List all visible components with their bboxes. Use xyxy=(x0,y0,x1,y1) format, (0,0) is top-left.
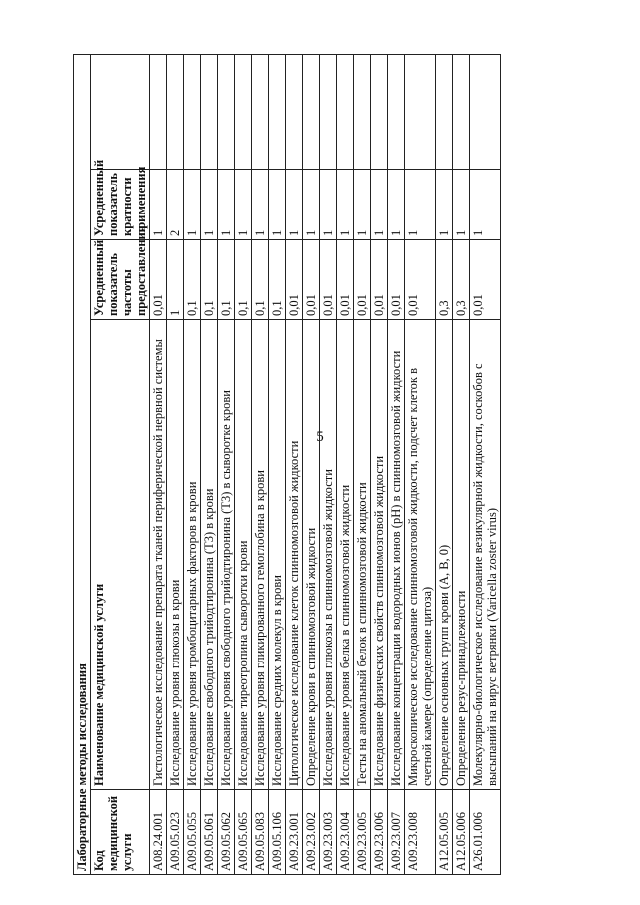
cell-frequency: 0,3 xyxy=(453,240,470,320)
cell-code: A12.05.006 xyxy=(453,790,470,875)
cell-multiplicity: 1 xyxy=(303,170,320,240)
cell-multiplicity: 1 xyxy=(354,170,371,240)
cell-multiplicity: 1 xyxy=(388,170,405,240)
cell-name: Определение крови в спинномозговой жидкости xyxy=(303,320,320,790)
cell-code: A26.01.006 xyxy=(470,790,501,875)
cell-multiplicity: 1 xyxy=(337,170,354,240)
cell-frequency: 0,01 xyxy=(405,240,436,320)
cell-frequency: 1 xyxy=(167,240,184,320)
table-row xyxy=(320,54,337,874)
table-row xyxy=(337,54,354,874)
cell-multiplicity: 1 xyxy=(184,170,201,240)
cell-frequency: 0,1 xyxy=(252,240,269,320)
cell-name: Определение резус-принадлежности xyxy=(453,320,470,790)
table-row xyxy=(286,54,303,874)
table-row xyxy=(201,54,218,874)
cell-code: A09.23.006 xyxy=(371,790,388,875)
header-name: Наименование медицинской услуги xyxy=(91,320,150,790)
cell-name: Исследование уровня свободного трийодтиронина (Т3) в сыворотке крови xyxy=(218,320,235,790)
cell-code: A09.23.008 xyxy=(405,790,436,875)
table-body xyxy=(150,54,501,874)
cell-frequency: 0,1 xyxy=(269,240,286,320)
cell-frequency: 0,1 xyxy=(201,240,218,320)
cell-multiplicity: 1 xyxy=(252,170,269,240)
table-row xyxy=(252,54,269,874)
cell-name: Исследование тиреотропина сыворотки крови xyxy=(235,320,252,790)
table-row xyxy=(388,54,405,874)
cell-code: A09.23.001 xyxy=(286,790,303,875)
cell-empty xyxy=(235,54,252,169)
cell-frequency: 0,01 xyxy=(150,240,167,320)
table-row xyxy=(167,54,184,874)
cell-code: A09.05.083 xyxy=(252,790,269,875)
cell-code: A09.05.065 xyxy=(235,790,252,875)
cell-code: A09.23.002 xyxy=(303,790,320,875)
table-row xyxy=(405,54,436,874)
cell-name: Тесты на аномальный белок в спинномозговой жидкости xyxy=(354,320,371,790)
cell-frequency: 0,1 xyxy=(218,240,235,320)
cell-empty xyxy=(269,54,286,169)
cell-name: Исследование физических свойств спинномозговой жидкости xyxy=(371,320,388,790)
cell-empty xyxy=(218,54,235,169)
table-row xyxy=(470,54,501,874)
table-row xyxy=(218,54,235,874)
table-row xyxy=(269,54,286,874)
header-frequency: Усредненный показатель частоты предоставления xyxy=(91,240,150,320)
cell-name: Исследование свободного трийодтиронина (Т3) в крови xyxy=(201,320,218,790)
section-title: Лабораторные методы исследования xyxy=(74,54,91,874)
cell-name: Исследование уровня белка в спинномозговой жидкости xyxy=(337,320,354,790)
table-row xyxy=(436,54,453,874)
cell-code: A09.23.005 xyxy=(354,790,371,875)
cell-code: A09.05.055 xyxy=(184,790,201,875)
cell-frequency: 0,01 xyxy=(371,240,388,320)
cell-name: Молекулярно-биологическое исследование везикулярной жидкости, соскобов с высыпаний на вирус ветрянки (Varicella zoster virus) xyxy=(470,320,501,790)
cell-name: Исследование уровня гликированного гемоглобина в крови xyxy=(252,320,269,790)
cell-code: A09.23.003 xyxy=(320,790,337,875)
cell-name: Исследование уровня глюкозы в крови xyxy=(167,320,184,790)
cell-multiplicity: 1 xyxy=(218,170,235,240)
cell-frequency: 0,01 xyxy=(320,240,337,320)
lab-methods-table xyxy=(73,54,501,875)
cell-code: A09.05.023 xyxy=(167,790,184,875)
cell-code: A09.05.062 xyxy=(218,790,235,875)
cell-name: Исследование уровня тромбоцитарных факторов в крови xyxy=(184,320,201,790)
cell-empty xyxy=(150,54,167,169)
cell-code: A08.24.001 xyxy=(150,790,167,875)
cell-multiplicity: 1 xyxy=(453,170,470,240)
header-multiplicity: Усредненный показатель кратности применения xyxy=(91,170,150,240)
header-empty xyxy=(91,54,150,169)
rotated-table-container xyxy=(73,55,583,875)
cell-empty xyxy=(320,54,337,169)
table-row xyxy=(303,54,320,874)
cell-frequency: 0,01 xyxy=(354,240,371,320)
cell-multiplicity: 1 xyxy=(201,170,218,240)
cell-name: Определение основных групп крови (А, В, 0) xyxy=(436,320,453,790)
cell-multiplicity: 1 xyxy=(405,170,436,240)
cell-frequency: 0,1 xyxy=(235,240,252,320)
cell-empty xyxy=(303,54,320,169)
cell-multiplicity: 1 xyxy=(320,170,337,240)
cell-name: Исследование уровня глюкозы в спинномозговой жидкости xyxy=(320,320,337,790)
cell-multiplicity: 1 xyxy=(269,170,286,240)
cell-empty xyxy=(371,54,388,169)
cell-code: A09.23.007 xyxy=(388,790,405,875)
cell-code: A09.23.004 xyxy=(337,790,354,875)
cell-frequency: 0,1 xyxy=(184,240,201,320)
table-row xyxy=(371,54,388,874)
table-row xyxy=(453,54,470,874)
cell-empty xyxy=(453,54,470,169)
cell-multiplicity: 1 xyxy=(235,170,252,240)
header-code: Код медицинской услуги xyxy=(91,790,150,875)
cell-code: A12.05.005 xyxy=(436,790,453,875)
cell-empty xyxy=(201,54,218,169)
cell-name: Цитологическое исследование клеток спинномозговой жидкости xyxy=(286,320,303,790)
cell-code: A09.05.106 xyxy=(269,790,286,875)
cell-frequency: 0,01 xyxy=(388,240,405,320)
cell-multiplicity: 1 xyxy=(470,170,501,240)
cell-empty xyxy=(252,54,269,169)
cell-empty xyxy=(388,54,405,169)
cell-name: Исследование средних молекул в крови xyxy=(269,320,286,790)
cell-name: Микроскопическое исследование спинномозговой жидкости, подсчет клеток в счетной камере (определение цитоза) xyxy=(405,320,436,790)
cell-empty xyxy=(470,54,501,169)
cell-empty xyxy=(337,54,354,169)
table-row xyxy=(150,54,167,874)
cell-empty xyxy=(167,54,184,169)
cell-code: A09.05.061 xyxy=(201,790,218,875)
page-number: 5 xyxy=(316,429,324,445)
table-row xyxy=(184,54,201,874)
cell-name: Гистологическое исследование препарата тканей периферической нервной системы xyxy=(150,320,167,790)
cell-empty xyxy=(436,54,453,169)
table-row xyxy=(235,54,252,874)
cell-empty xyxy=(405,54,436,169)
cell-multiplicity: 1 xyxy=(371,170,388,240)
cell-frequency: 0,3 xyxy=(436,240,453,320)
cell-empty xyxy=(286,54,303,169)
cell-frequency: 0,01 xyxy=(286,240,303,320)
table-row xyxy=(354,54,371,874)
cell-multiplicity: 1 xyxy=(436,170,453,240)
cell-empty xyxy=(184,54,201,169)
cell-multiplicity: 2 xyxy=(167,170,184,240)
cell-frequency: 0,01 xyxy=(337,240,354,320)
cell-multiplicity: 1 xyxy=(286,170,303,240)
cell-frequency: 0,01 xyxy=(470,240,501,320)
cell-frequency: 0,01 xyxy=(303,240,320,320)
cell-multiplicity: 1 xyxy=(150,170,167,240)
cell-name: Исследование концентрации водородных ионов (рН) в спинномозговой жидкости xyxy=(388,320,405,790)
cell-empty xyxy=(354,54,371,169)
